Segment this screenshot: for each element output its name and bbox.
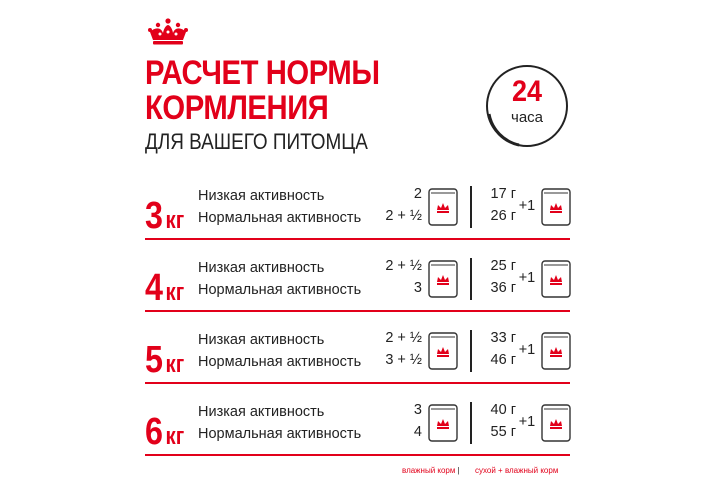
pouch-icon bbox=[541, 260, 571, 298]
dry-normal-value: 55 г bbox=[490, 424, 516, 440]
legend-wet-label: влажный корм bbox=[402, 466, 456, 475]
row-separator bbox=[145, 310, 570, 312]
badge-value: 24 bbox=[511, 75, 543, 108]
wet-normal-value: 3 bbox=[413, 280, 422, 296]
legend-wet bbox=[402, 466, 460, 475]
low-activity-label: Низкая активность bbox=[198, 332, 325, 348]
weight-unit: кг bbox=[165, 207, 185, 234]
crown-icon bbox=[145, 18, 191, 46]
column-divider bbox=[470, 330, 472, 372]
dry-normal-value: 26 г bbox=[490, 208, 516, 224]
wet-low-value: 3 bbox=[413, 402, 422, 418]
row-separator bbox=[145, 454, 570, 456]
weight-label bbox=[145, 341, 184, 379]
normal-activity-label: Нормальная активность bbox=[198, 210, 362, 226]
dry-low-value: 17 г bbox=[490, 186, 516, 202]
wet-normal-value: 3 + ½ bbox=[385, 352, 422, 368]
dry-normal-value: 36 г bbox=[490, 280, 516, 296]
weight-value: 5 bbox=[145, 339, 163, 381]
column-divider bbox=[470, 402, 472, 444]
weight-unit: кг bbox=[165, 423, 185, 450]
weight-label bbox=[145, 197, 184, 235]
legend-separator: | bbox=[457, 466, 460, 475]
wet-normal-value: 4 bbox=[413, 424, 422, 440]
page-subtitle: ДЛЯ ВАШЕГО ПИТОМЦА bbox=[145, 129, 368, 154]
dry-low-value: 33 г bbox=[490, 330, 516, 346]
weight-value: 6 bbox=[145, 411, 163, 453]
pouch-icon bbox=[428, 332, 458, 370]
pouch-icon bbox=[428, 260, 458, 298]
weight-value: 4 bbox=[145, 267, 163, 309]
feeding-row-3kg bbox=[0, 180, 715, 250]
weight-label bbox=[145, 413, 184, 451]
feeding-row-4kg bbox=[0, 252, 715, 322]
low-activity-label: Низкая активность bbox=[198, 404, 325, 420]
page-title-line1: РАСЧЕТ НОРМЫ bbox=[145, 54, 380, 92]
weight-label bbox=[145, 269, 184, 307]
low-activity-label: Низкая активность bbox=[198, 260, 325, 276]
normal-activity-label: Нормальная активность bbox=[198, 426, 362, 442]
badge-unit: часа bbox=[511, 109, 543, 126]
low-activity-label: Низкая активность bbox=[198, 188, 325, 204]
legend-mixed: сухой + влажный корм bbox=[475, 466, 559, 475]
normal-activity-label: Нормальная активность bbox=[198, 282, 362, 298]
dry-low-value: 25 г bbox=[490, 258, 516, 274]
column-divider bbox=[470, 258, 472, 300]
dry-normal-value: 46 г bbox=[490, 352, 516, 368]
weight-value: 3 bbox=[145, 195, 163, 237]
wet-low-value: 2 + ½ bbox=[385, 330, 422, 346]
feeding-row-6kg bbox=[0, 396, 715, 466]
feeding-row-5kg bbox=[0, 324, 715, 394]
pouch-icon bbox=[541, 404, 571, 442]
wet-low-value: 2 bbox=[413, 186, 422, 202]
pouch-icon bbox=[428, 404, 458, 442]
normal-activity-label: Нормальная активность bbox=[198, 354, 362, 370]
pouch-icon bbox=[428, 188, 458, 226]
plus-pouch-count: +1 bbox=[518, 414, 536, 430]
page-title-line2: КОРМЛЕНИЯ bbox=[145, 89, 329, 127]
row-separator bbox=[145, 382, 570, 384]
wet-normal-value: 2 + ½ bbox=[385, 208, 422, 224]
pouch-icon bbox=[541, 332, 571, 370]
weight-unit: кг bbox=[165, 279, 185, 306]
pouch-icon bbox=[541, 188, 571, 226]
plus-pouch-count: +1 bbox=[518, 270, 536, 286]
row-separator bbox=[145, 238, 570, 240]
wet-low-value: 2 + ½ bbox=[385, 258, 422, 274]
plus-pouch-count: +1 bbox=[518, 198, 536, 214]
plus-pouch-count: +1 bbox=[518, 342, 536, 358]
column-divider bbox=[470, 186, 472, 228]
dry-low-value: 40 г bbox=[490, 402, 516, 418]
weight-unit: кг bbox=[165, 351, 185, 378]
